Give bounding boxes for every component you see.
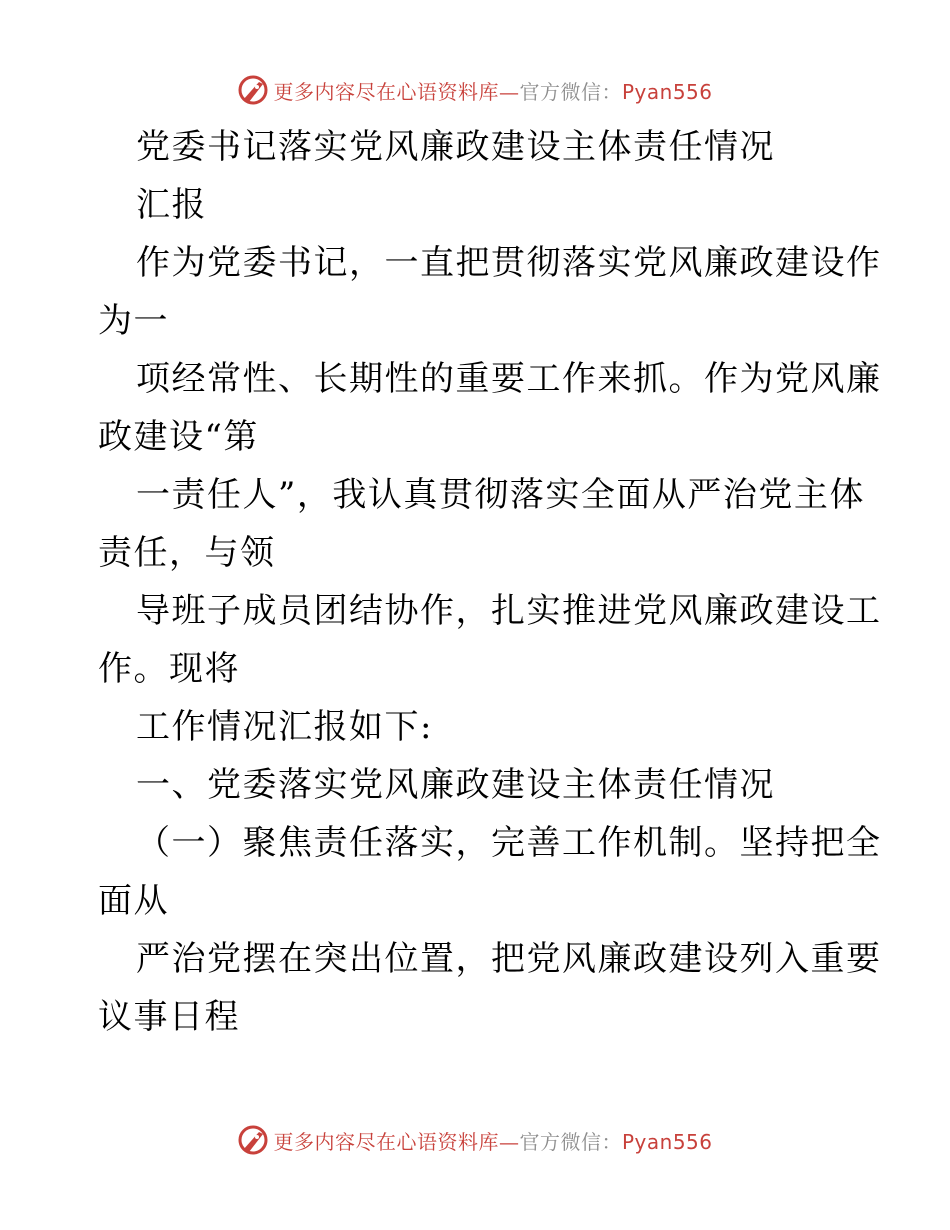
brand-text: 更多内容尽在心语资料库 — [273, 1129, 499, 1154]
separator-dash: — — [498, 1129, 520, 1154]
paragraph-line: （一）聚焦责任落实，完善工作机制。坚持把全 — [136, 823, 882, 863]
paragraph-line: 作为党委书记，一直把贯彻落实党风廉政建设作 — [136, 243, 882, 283]
header-banner — [0, 70, 950, 110]
official-label: 官方微信： — [519, 79, 622, 104]
wechat-id: Pyan556 — [621, 1129, 713, 1154]
footer-banner-text — [273, 1126, 712, 1155]
paragraph-line: 导班子成员团结协作，扎实推进党风廉政建设工 — [136, 591, 882, 631]
paragraph-line-wrap: 责任，与领 — [98, 533, 276, 573]
official-label: 官方微信： — [519, 1129, 622, 1154]
red-pen-circle-logo-icon — [237, 74, 269, 106]
paragraph-line-wrap: 政建设“第 — [98, 417, 259, 457]
paragraph-line: 一责任人”，我认真贯彻落实全面从严治党主体 — [136, 475, 865, 515]
document-title-line-1: 党委书记落实党风廉政建设主体责任情况 — [136, 127, 775, 167]
paragraph-line-wrap: 面从 — [98, 881, 169, 921]
paragraph-line: 项经常性、长期性的重要工作来抓。作为党风廉 — [136, 359, 882, 399]
red-pen-circle-logo-icon — [237, 1124, 269, 1156]
paragraph-line-wrap: 为一 — [98, 301, 169, 341]
document-body — [98, 118, 882, 1046]
paragraph-line-wrap: 作。现将 — [98, 649, 240, 689]
header-banner-text — [273, 76, 712, 105]
paragraph-line-wrap: 议事日程 — [98, 997, 240, 1037]
paragraph-line: 严治党摆在突出位置，把党风廉政建设列入重要 — [136, 939, 882, 979]
wechat-id: Pyan556 — [621, 79, 713, 104]
footer-banner — [0, 1120, 950, 1160]
brand-text: 更多内容尽在心语资料库 — [273, 79, 499, 104]
separator-dash: — — [498, 79, 520, 104]
section-heading: 一、党委落实党风廉政建设主体责任情况 — [136, 765, 775, 805]
document-title-line-2: 汇报 — [136, 185, 207, 225]
paragraph-line: 工作情况汇报如下: — [136, 707, 433, 747]
